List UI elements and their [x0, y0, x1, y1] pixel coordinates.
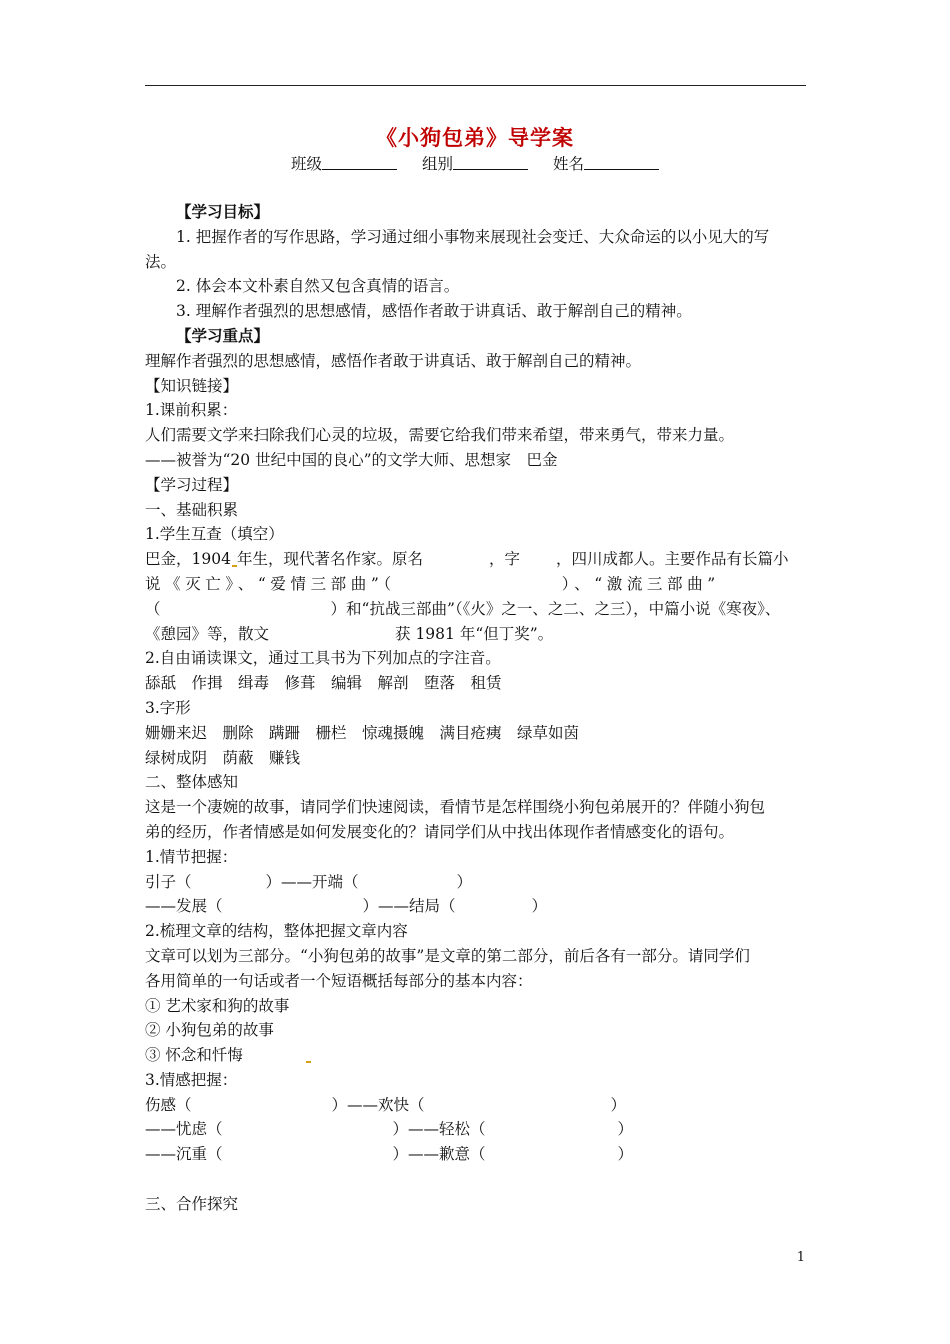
- plot-line-a: 引子（ ）——开端（ ）: [145, 872, 473, 891]
- link-source: ——被誉为“20 世纪中国的良心”的文学大师、思想家 巴金: [145, 450, 558, 469]
- student-info-fields: [0, 152, 950, 174]
- emotion-line-a: 伤感（ ）——欢快（ ）: [145, 1095, 627, 1114]
- word-list-2: 姗姗来迟 删除 蹒跚 栅栏 惊魂摄魄 满目疮痍 绿草如茵: [145, 723, 580, 742]
- link-quote: 人们需要文学来扫除我们心灵的垃圾，需要它给我们带来希望，带来勇气，带来力量。: [145, 426, 735, 445]
- word-list-3: 绿树成阴 荫蔽 赚钱: [145, 748, 301, 767]
- class-blank[interactable]: [322, 155, 397, 170]
- part-1: ① 艺术家和狗的故事: [145, 996, 290, 1015]
- class-label: 班级: [291, 155, 323, 173]
- page-number: 1: [796, 1250, 805, 1265]
- name-label: 姓名: [552, 155, 584, 173]
- goal-2: 2. 体会本文朴素自然又包含真情的语言。: [176, 277, 460, 296]
- section-1-item-2: 2.自由诵读课文，通过工具书为下列加点的字注音。: [145, 649, 501, 668]
- section-2-item-2-text: 文章可以划为三部分。“小狗包弟的故事”是文章的第二部分，前后各有一部分。请同学们: [145, 946, 750, 965]
- emotion-line-c: ——沉重（ ）——歉意（ ）: [145, 1145, 634, 1164]
- process-heading: 【学习过程】: [145, 475, 239, 494]
- goal-1: 1. 把握作者的写作思路，学习通过细小事物来展现社会变迁、大众命运的以小见大的写: [176, 227, 770, 246]
- section-2-heading: 二、整体感知: [145, 773, 239, 792]
- part-3: ③ 怀念和忏悔: [145, 1043, 807, 1068]
- word-list-1: 舔舐 作揖 缉毒 修葺 编辑 解剖 堕落 租赁: [145, 674, 502, 693]
- section-2-item-2-text-cont: 各用简单的一句话或者一个短语概括每部分的基本内容：: [145, 971, 533, 990]
- link-heading: 【知识链接】: [145, 376, 239, 395]
- goals-heading: 【学习目标】: [176, 202, 270, 221]
- section-1-item-1: 1.学生互查（填空）: [145, 525, 284, 544]
- group-blank[interactable]: [453, 155, 528, 170]
- page-title: 《小狗包弟》导学案: [376, 125, 574, 150]
- edit-mark: [306, 1061, 311, 1063]
- goal-1-cont: 法。: [145, 252, 177, 271]
- fill-line-a: 巴金，1904 年生，现代著名作家。原名 ，字 ，四川成都人。主要作品有长篇小: [145, 550, 789, 569]
- section-1-heading: 一、基础积累: [145, 500, 239, 519]
- plot-line-b: ——发展（ ）——结局（ ）: [145, 897, 548, 916]
- section-2-text: 这是一个凄婉的故事，请同学们快速阅读，看情节是怎样围绕小狗包弟展开的？伴随小狗包: [145, 798, 766, 817]
- focus-heading: 【学习重点】: [176, 325, 270, 345]
- header-rule: [145, 85, 806, 86]
- section-2-item-1: 1.情节把握：: [145, 847, 238, 866]
- section-2-item-3: 3.情感把握：: [145, 1070, 238, 1089]
- part-2: ② 小狗包弟的故事: [145, 1021, 274, 1040]
- fill-line-d: 《憩园》等，散文 获 1981 年“但丁奖”。: [145, 624, 554, 643]
- name-blank[interactable]: [584, 155, 659, 170]
- section-2-text-cont: 弟的经历，作者情感是如何发展变化的？请同学们从中找出体现作者情感变化的语句。: [145, 822, 735, 841]
- section-2-item-2: 2.梳理文章的结构，整体把握文章内容: [145, 922, 408, 941]
- section-3-heading: 三、合作探究: [145, 1194, 239, 1213]
- group-label: 组别: [421, 155, 453, 173]
- focus-text: 理解作者强烈的思想感情，感悟作者敢于讲真话、敢于解剖自己的精神。: [145, 351, 642, 370]
- fill-line-b: 说《灭亡》、“爱情三部曲”（ ）、“激流三部曲”: [145, 574, 720, 593]
- document-body: [145, 200, 807, 1217]
- goal-3: 3. 理解作者强烈的思想感情，感悟作者敢于讲真话、敢于解剖自己的精神。: [176, 302, 692, 321]
- section-1-item-3: 3.字形: [145, 698, 191, 717]
- link-item-1: 1.课前积累：: [145, 401, 238, 420]
- emotion-line-b: ——忧虑（ ）——轻松（ ）: [145, 1120, 634, 1139]
- fill-line-c: （ ）和“抗战三部曲”（《火》之一、之二、之三），中篇小说《寒夜》、: [145, 599, 781, 618]
